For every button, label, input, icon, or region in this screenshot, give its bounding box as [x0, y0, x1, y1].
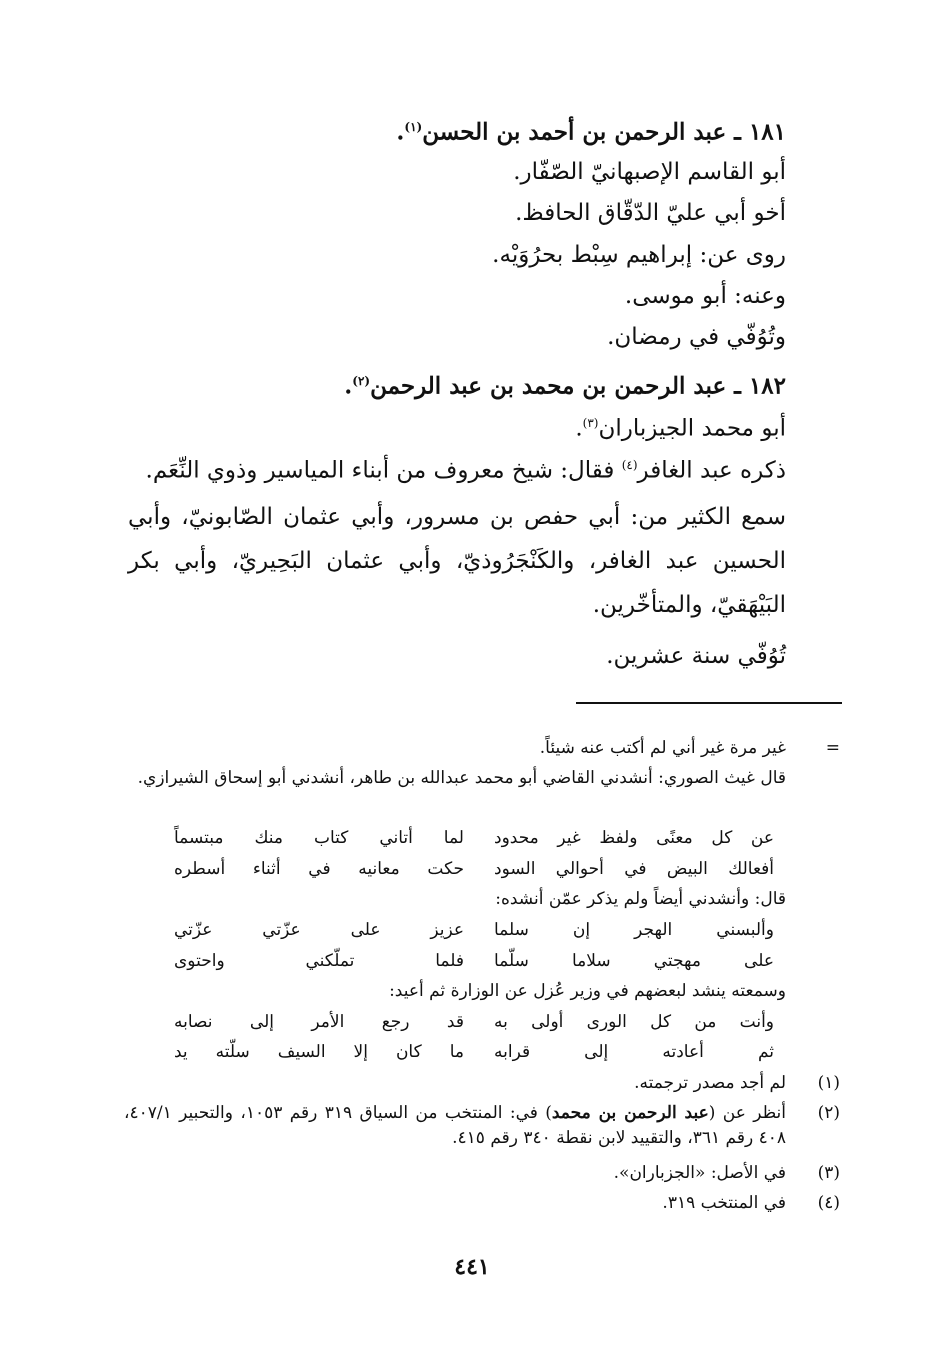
entry-182-mention-text: ذكره عبد الغافر [637, 457, 786, 484]
footnote-2-text-rest: ) في: المنتخب من السياق ٣١٩ رقم ١٠٥٣، والتحبير ٤٠٧/١، ٤٠٨ رقم ٣٦١، والتقييد لابن نقطة ٣٤٠ رقم ٤١٥. [124, 1103, 786, 1148]
entry-181-line: وعنه: أبو موسى. [624, 283, 786, 309]
footnote-number: (١) [817, 1073, 840, 1093]
footnote-ref-4: (٤) [621, 458, 638, 472]
poem-1-verse-1-first-hemistich: لما أتاني كتاب منك مبتسماً [174, 828, 464, 848]
entry-182-kunya-end: . [575, 415, 583, 442]
entry-181-heading-end: . [396, 118, 405, 146]
poem-1-verse-2-first-hemistich: حكت معانيه في أثناء أسطره [174, 859, 464, 879]
poem-3-verse-1-second-hemistich: وأنت من كل الورى أولى به [494, 1012, 774, 1032]
footnote-number: (٤) [817, 1193, 840, 1213]
footnote-number: (٣) [817, 1163, 840, 1183]
footnote-continuation-line: غير مرة غير أني لم أكتب عنه شيئاً. [539, 738, 786, 758]
entry-182-death: تُوُفّي سنة عشرين. [606, 643, 786, 669]
entry-182-kunya-text: أبو محمد الجيزباران [598, 415, 786, 442]
entry-182-mention [146, 450, 786, 486]
entry-181-title: ١٨١ ـ عبد الرحمن بن أحمد بن الحسن [422, 118, 786, 146]
footnote-2-text-start: أنظر عن ( [708, 1103, 786, 1123]
continuation-mark: = [825, 738, 840, 758]
entry-182-title: ١٨٢ ـ عبد الرحمن بن محمد بن عبد الرحمن [370, 372, 786, 400]
poem-2-verse-1-second-hemistich: وألبسني الهجر إن سلما [494, 920, 774, 940]
entry-182-heading [344, 366, 786, 402]
footnote-2-name: عبد الرحمن بن محمد [551, 1103, 709, 1123]
poem-2-intro: قال: وأنشدني أيضاً ولم يذكر عمّن أنشده: [495, 889, 786, 909]
poem-2-verse-2-second-hemistich: على مهجتي سلاما سلّما [494, 951, 774, 971]
footnote-ref-2: (٢) [352, 374, 371, 388]
entry-182-heading-end: . [344, 372, 353, 400]
footnote-number: (٢) [817, 1103, 840, 1123]
footnote-separator [576, 702, 842, 704]
poem-1-verse-1-second-hemistich: عن كل معنًى ولفظ غير محدود [494, 828, 774, 848]
footnote-ref-1: (١) [404, 120, 423, 134]
footnote-continuation-paragraph: قال غيث الصوري: أنشدني القاضي أبو محمد عبدالله بن طاهر، أنشدني أبو إسحاق الشيرازي. [137, 768, 786, 788]
footnote-1-text: لم أجد مصدر ترجمته. [634, 1073, 786, 1093]
poem-3-verse-1-first-hemistich: قد رجع الأمر إلى نصابه [174, 1012, 464, 1032]
poem-1-verse-2-second-hemistich: أفعالك البيض في أحوالي السود [494, 859, 774, 879]
entry-182-teachers-paragraph: سمع الكثير من: أبي حفص بن مسرور، وأبي عثمان الصّابونيّ، وأبي الحسين عبد الغافر، والكَنْجَرُوذيّ، وأبي عثمان البَحِيريّ، وأبي بكر البَيْهَقيّ، والمتأخّرين. [128, 504, 786, 618]
entry-181-line: روى عن: إبراهيم سِبْط بحرُوَيْه. [492, 242, 786, 268]
poem-2-verse-2-first-hemistich: فلما تملّكني واحتوى [174, 951, 464, 971]
footnote-3-text: في الأصل: «الجزباران». [613, 1163, 786, 1183]
page-number: ٤٤١ [454, 1254, 490, 1280]
entry-181-heading [396, 112, 786, 148]
entry-181-line: أخو أبي عليّ الدّقّاق الحافظ. [515, 200, 786, 226]
poem-3-intro: وسمعته ينشد لبعضهم في وزير عُزل عن الوزارة ثم أعيد: [389, 981, 786, 1001]
footnote-4-text: في المنتخب ٣١٩. [662, 1193, 786, 1213]
entry-182-kunya [575, 408, 786, 444]
entry-181-line: وتُوُفّي في رمضان. [607, 324, 786, 350]
entry-181-line: أبو القاسم الإصبهانيّ الصّفّار. [513, 159, 786, 185]
poem-3-verse-2-second-hemistich: ثم أعادته إلى قرابه [494, 1042, 774, 1062]
poem-3-verse-2-first-hemistich: ما كان إلا السيف سلّته يد [174, 1042, 464, 1062]
entry-182-mention-rest: فقال: شيخ معروف من أبناء المياسير وذوي النِّعَم. [145, 457, 622, 484]
footnote-ref-3: (٣) [582, 416, 599, 430]
footnote-2-text [124, 1101, 786, 1151]
poem-2-verse-1-first-hemistich: عزيز على عزّتي عزّتي [174, 920, 464, 940]
